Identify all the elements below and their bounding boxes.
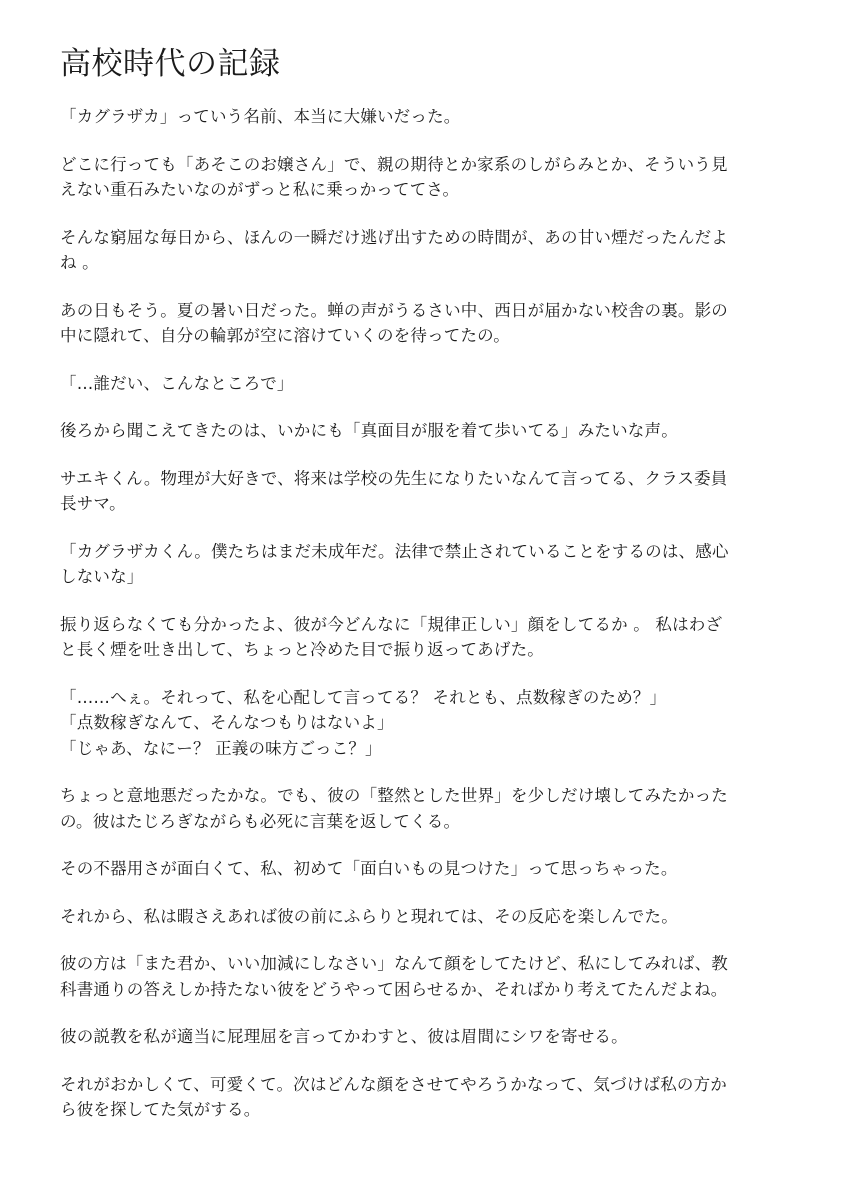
paragraph-line: ら彼を探してた気がする。 (60, 1100, 261, 1119)
paragraph-line: 「…誰だい、こんなところで」 (60, 373, 294, 393)
document-body (60, 104, 788, 1123)
paragraph-line: と長く煙を吐き出して、ちょっと冷めた目で振り返ってあげた。 (60, 640, 544, 659)
paragraph-line: 彼の説教を私が適当に屁理屈を言ってかわすと、彼は眉間にシワを寄せる。 (60, 1027, 628, 1046)
paragraph (60, 104, 788, 130)
paragraph (60, 152, 788, 203)
paragraph-line: そんな窮屈な毎日から、ほんの一瞬だけ逃げ出すための時間が、あの甘い煙だったんだよ (60, 227, 728, 247)
paragraph (60, 856, 788, 882)
paragraph (60, 951, 788, 1002)
paragraph (60, 418, 788, 444)
paragraph-line: それから、私は暇さえあれば彼の前にふらりと現れては、その反応を楽しんでた。 (60, 906, 678, 926)
paragraph-line: の。彼はたじろぎながらも必死に言葉を返してくる。 (60, 811, 461, 831)
paragraph-line: 科書通りの答えしか持たない彼をどうやって困らせるか、そればかり考えてたんだよね。 (60, 979, 728, 999)
paragraph (60, 539, 788, 590)
paragraph (60, 1024, 788, 1050)
paragraph-line: しないな」 (60, 567, 144, 586)
paragraph-line: 「じゃあ、なにー？ 正義の味方ごっこ？」 (60, 738, 382, 758)
paragraph-line: 後ろから聞こえてきたのは、いかにも「真面目が服を着て歩いてる」みたいな声。 (60, 421, 678, 440)
paragraph-line: 「点数稼ぎなんて、そんなつもりはないよ」 (60, 713, 394, 732)
paragraph-line: あの日もそう。夏の暑い日だった。蝉の声がうるさい中、西日が届かない校舎の裏。影の (60, 300, 728, 320)
document-title: 高校時代の記録 (60, 46, 281, 82)
paragraph-line: サエキくん。物理が大好きで、将来は学校の先生になりたいなんて言ってる、クラス委員 (60, 468, 728, 488)
paragraph-line: それがおかしくて、可愛くて。次はどんな顔をさせてやろうかなって、気づけば私の方か (60, 1074, 728, 1094)
paragraph (60, 783, 788, 834)
paragraph (60, 685, 788, 762)
paragraph (60, 371, 788, 397)
paragraph-line: ちょっと意地悪だったかな。でも、彼の「整然とした世界」を少しだけ壊してみたかった (60, 786, 728, 805)
paragraph-line: その不器用さが面白くて、私、初めて「面白いもの見つけた」って思っちゃった。 (60, 859, 678, 878)
document-page (60, 42, 788, 1145)
paragraph-line: 中に隠れて、自分の輪郭が空に溶けていくのを待ってたの。 (60, 326, 510, 345)
paragraph (60, 904, 788, 930)
paragraph (60, 466, 788, 517)
paragraph (60, 298, 788, 349)
paragraph-line: どこに行っても「あそこのお嬢さん」で、親の期待とか家系のしがらみとか、そういう見 (60, 154, 728, 174)
paragraph-line: えない重石みたいなのがずっと私に乗っかっててさ。 (60, 180, 460, 199)
paragraph (60, 612, 788, 663)
paragraph (60, 1072, 788, 1123)
paragraph-line: 彼の方は「また君か、いい加減にしなさい」なんて顔をしてたけど、私にしてみれば、教 (60, 954, 728, 973)
paragraph-line: 「カグラザカ」っていう名前、本当に大嫌いだった。 (60, 107, 461, 126)
paragraph-line: 「……へぇ。それって、私を心配して言ってる？ それとも、点数稼ぎのため？」 (60, 687, 667, 707)
paragraph (60, 225, 788, 276)
paragraph-line: 振り返らなくても分かったよ、彼が今どんなに「規律正しい」顔をしてるか 。 私はわざ (60, 614, 723, 634)
paragraph-line: ね 。 (60, 253, 99, 272)
paragraph-line: 長サマ。 (60, 494, 126, 513)
paragraph-line: 「カグラザカくん。僕たちはまだ未成年だ。法律で禁止されていることをするのは、感心 (60, 541, 729, 561)
